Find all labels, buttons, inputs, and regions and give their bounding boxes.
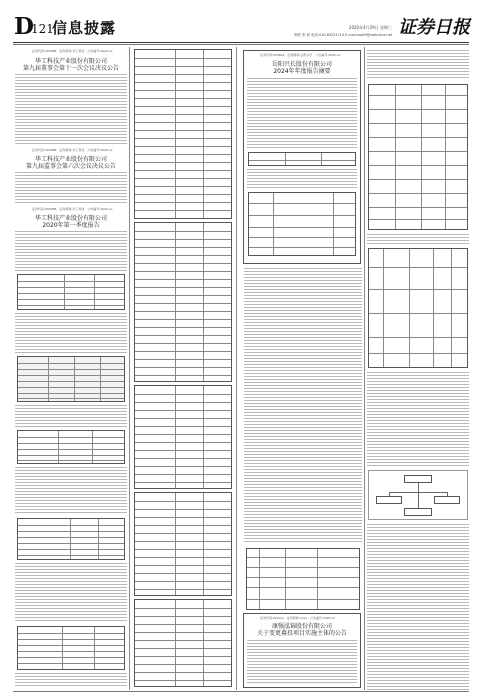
notice-2-body — [15, 172, 127, 204]
financial-table-1 — [134, 49, 232, 219]
notice-3-body — [15, 405, 127, 427]
masthead-rule — [13, 42, 469, 43]
notice-1-body — [15, 74, 127, 144]
notice-4-body — [247, 78, 357, 148]
quarter-table-1 — [17, 274, 125, 310]
financial-table-2 — [134, 222, 232, 382]
notice-4-subtitle: 2024年年度报告摘要 — [273, 68, 331, 75]
notice-2-title: 华工科技产业股份有限公司 — [34, 156, 107, 163]
notice-4-body — [244, 268, 362, 544]
org-chart-node — [404, 475, 432, 483]
notice-3-body — [15, 231, 127, 271]
column-divider — [236, 47, 237, 690]
notice-1-subtitle: 第九届董事会第十一次会议决议公告 — [22, 65, 119, 72]
org-chart-connector — [389, 492, 390, 496]
notice-3-body — [15, 467, 127, 515]
notice-3-body — [15, 673, 127, 686]
report-table-c — [246, 548, 360, 610]
notice-3-subtitle: 2020年第一季度报告 — [42, 222, 100, 229]
report-table-b — [248, 192, 356, 256]
notice-5-subtitle: 关于变更募投项目实施主体的公告 — [256, 630, 347, 637]
org-chart-connector — [447, 492, 448, 496]
notice-code-line: 证券代码:002xxx 证券简称:xxxx 公告编号:2025-xx — [260, 616, 336, 620]
quarter-table-4 — [17, 518, 125, 560]
bottom-rule — [13, 691, 469, 692]
notice-code-line: 证券代码:000988 证券简称:华工科技 公告编号:2020-xx — [32, 207, 113, 211]
quarter-table-3 — [17, 430, 125, 464]
notice-4-title: 岳阳兴长股份有限公司 — [271, 61, 332, 68]
notice-3-body — [15, 313, 127, 353]
notice-1-title: 华工科技产业股份有限公司 — [34, 58, 107, 65]
financial-table-5 — [134, 599, 232, 687]
notice-code-line: 证券代码:000988 证券简称:华工科技 公告编号:2020-xx — [32, 148, 113, 152]
notice-4-body — [367, 50, 469, 80]
column-divider — [364, 47, 365, 690]
report-table-d — [368, 84, 468, 230]
section-title: 信息披露 — [52, 19, 117, 37]
notice-2-subtitle: 第九届监事会第六次会议决议公告 — [25, 163, 116, 170]
contact-line: 制作:李 莉 电话:010-83251714 E-mail:zqrb9@zqrb.sina.net — [294, 33, 392, 37]
org-chart-node — [404, 508, 432, 516]
notice-4-body — [367, 372, 469, 466]
org-chart-node — [376, 496, 402, 504]
org-chart-node — [434, 496, 460, 504]
notice-code-line: 证券代码:000988 证券简称:华工科技 公告编号:2020-xx — [32, 49, 113, 53]
issue-date: 2020年4月29日 星期三 — [348, 25, 392, 30]
notice-code-line: 证券代码:000819 证券简称:岳阳兴长 公告编号:2025-xx — [260, 53, 341, 57]
notice-5-body — [247, 640, 357, 684]
org-chart-connector — [389, 492, 447, 493]
financial-table-3 — [134, 385, 232, 489]
report-table-a — [248, 152, 356, 166]
notice-4-body — [247, 169, 357, 189]
notice-4-body — [367, 234, 469, 244]
notice-3-title: 华工科技产业股份有限公司 — [34, 215, 107, 222]
quarter-table-5 — [17, 626, 125, 670]
quarter-table-2 — [17, 356, 125, 402]
section-letter: D — [14, 13, 34, 40]
notice-5-title: 康强泓锦股份有限公司 — [271, 623, 332, 630]
masthead-rule-thin — [13, 44, 469, 45]
column-divider — [129, 47, 130, 690]
financial-table-4 — [134, 492, 232, 596]
report-table-e — [368, 248, 468, 368]
notice-3-body — [15, 563, 127, 623]
notice-4-body — [367, 524, 469, 690]
page-number: 121 — [31, 22, 54, 36]
org-chart-connector — [418, 483, 419, 508]
newspaper-logo: 证券日报 — [398, 17, 470, 38]
